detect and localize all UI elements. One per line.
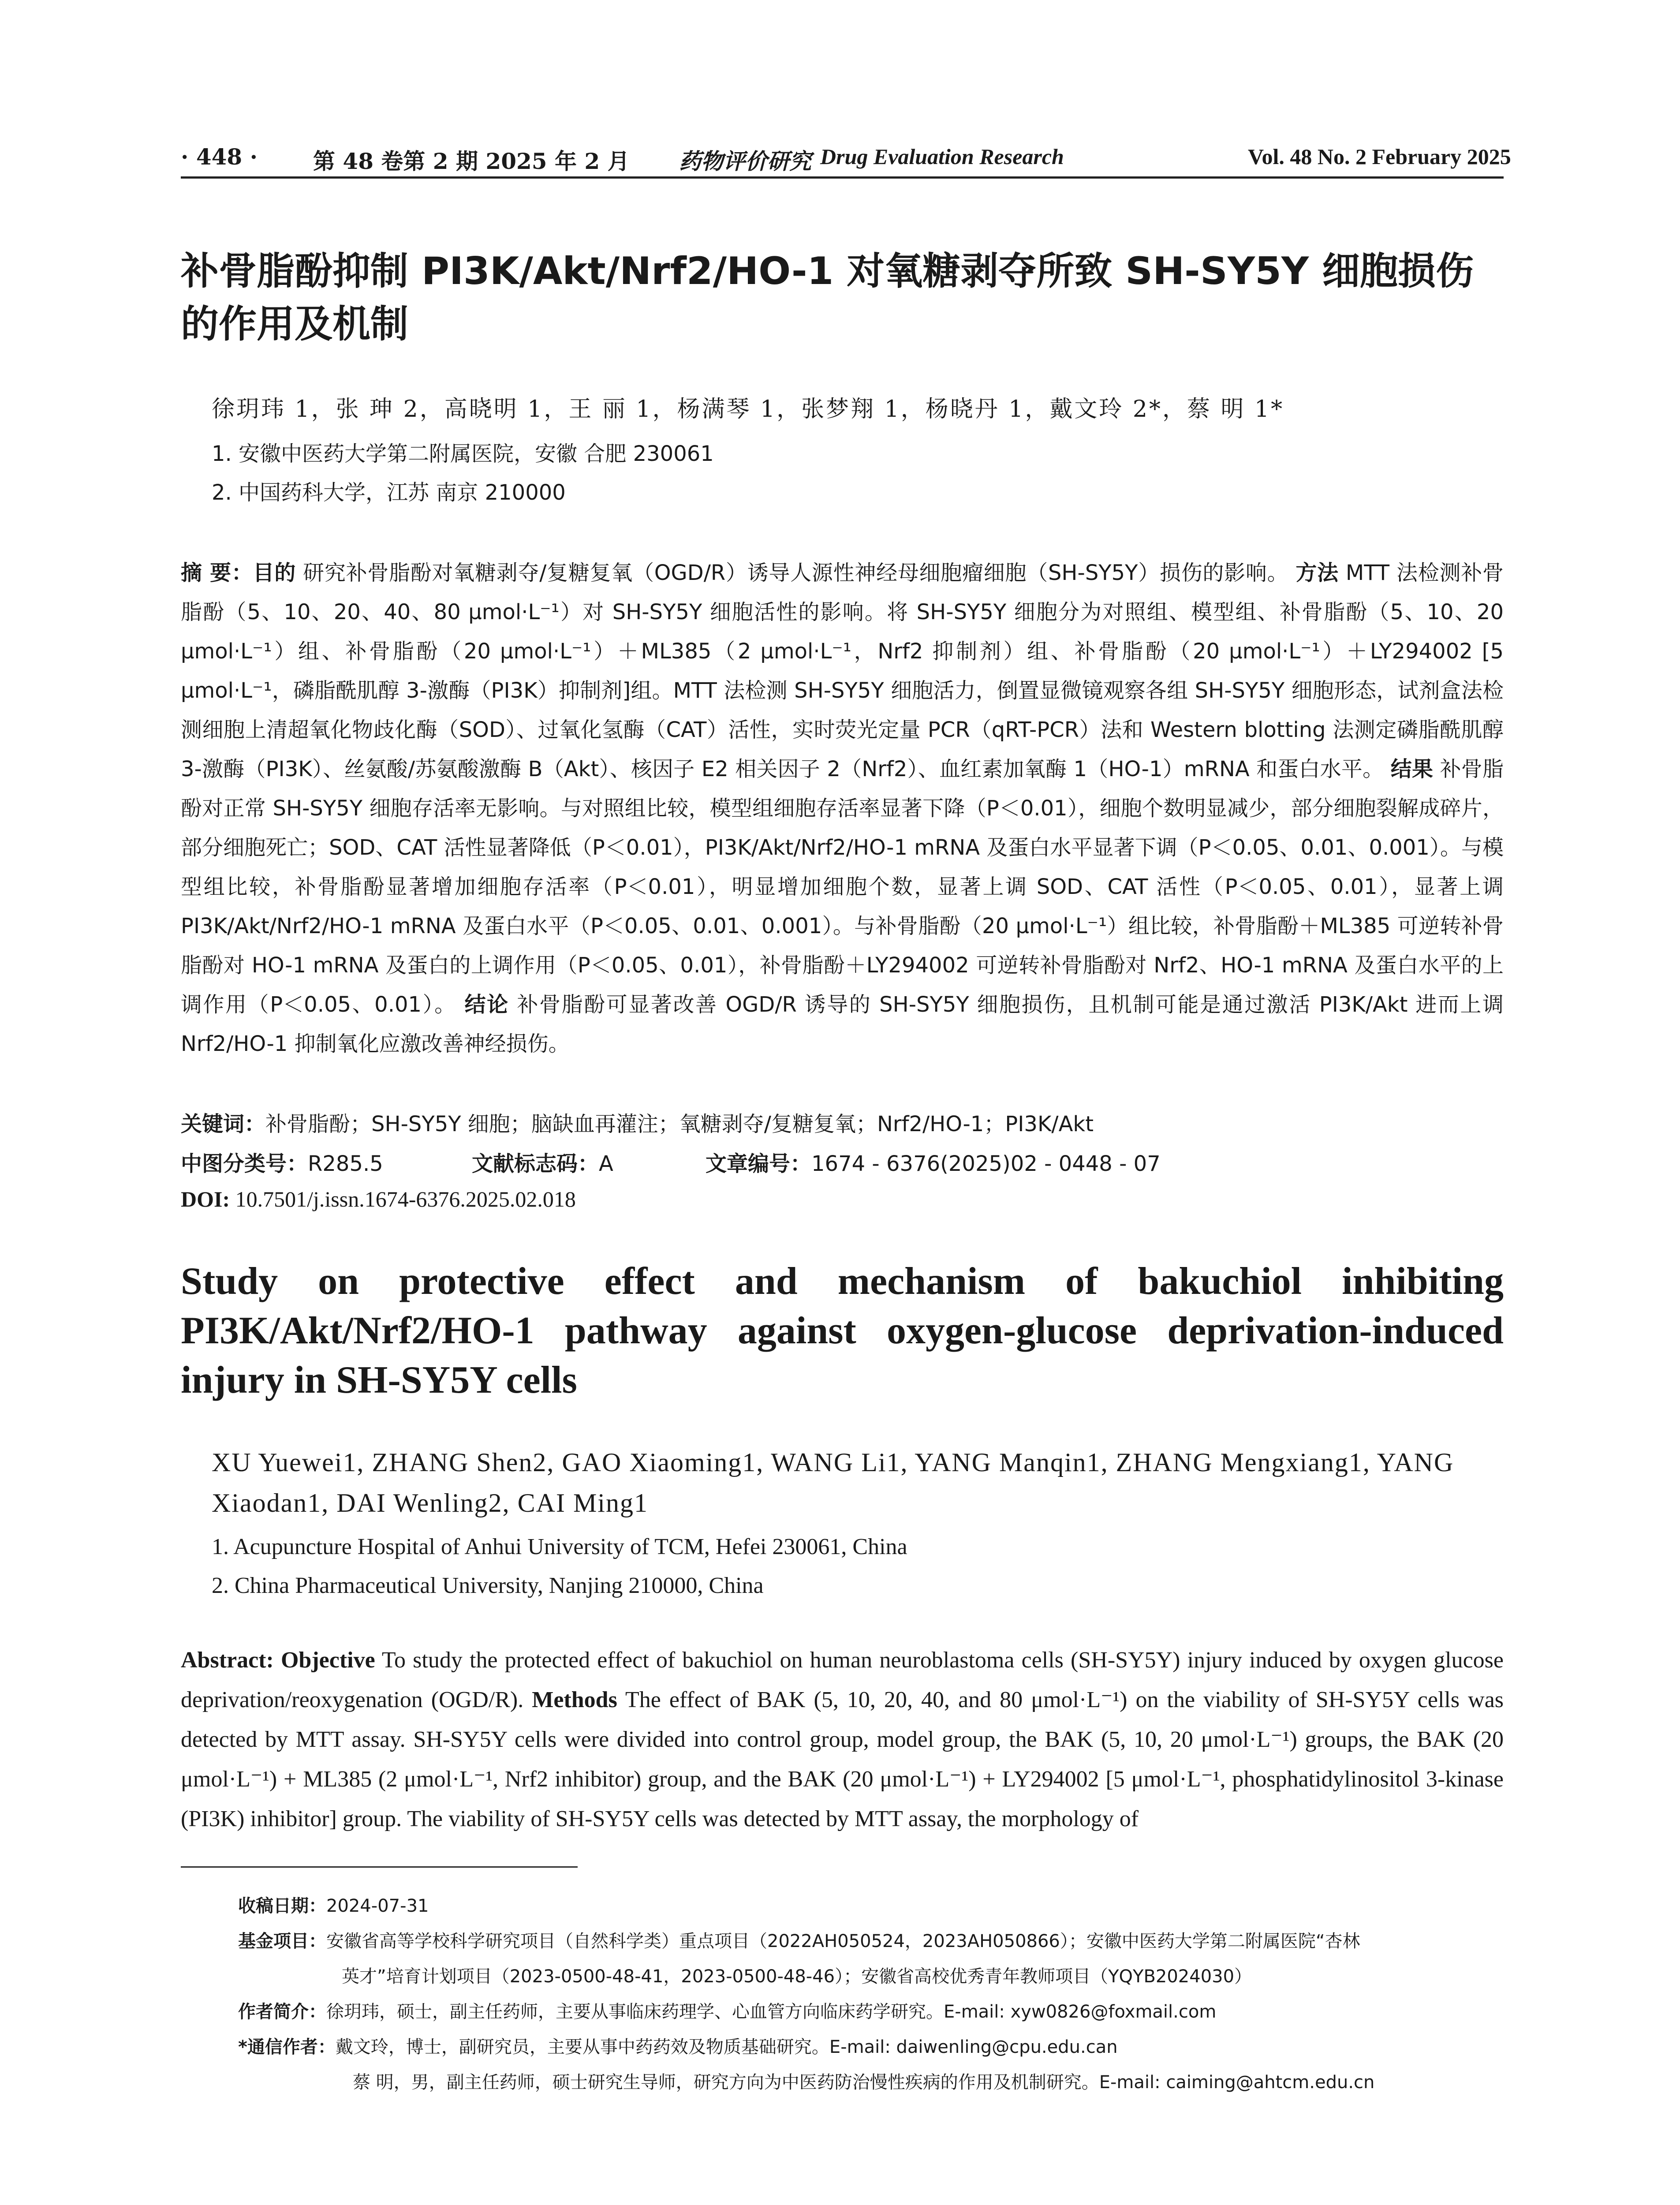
article-no-value: 1674 - 6376(2025)02 - 0448 - 07 bbox=[811, 1151, 1161, 1176]
footnote-bio bbox=[238, 1998, 1216, 2023]
affiliation-cn-1: 1. 安徽中医药大学第二附属医院，安徽 合肥 230061 bbox=[212, 441, 714, 466]
conclusion-label-cn: 结论 bbox=[464, 992, 509, 1017]
methods-en: The effect of BAK (5, 10, 20, 40, and 80 μmol·L⁻¹) on the viability of SH-SY5Y cells was detected by MTT assay. SH-SY5Y cells were divided into control group, model group, the BAK (5, 10, 20 μmol·L⁻¹) groups, the BAK (20 μmol·L⁻¹) + ML385 (2 μmol·L⁻¹, Nrf2 inhibitor) group, and the BAK (20 μmol·L⁻¹) + LY294002 [5 μmol·L⁻¹, phosphatidylinositol 3-kinase (PI3K) inhibitor] group. The viability of SH-SY5Y cells was detected by MTT assay, the morphology of bbox=[181, 1687, 1504, 1831]
issue-cn: 第 48 卷第 2 期 2025 年 2 月 bbox=[313, 148, 630, 174]
running-header bbox=[181, 142, 1511, 179]
footnote-corresponding bbox=[238, 2033, 1118, 2058]
issue-en: Vol. 48 No. 2 February 2025 bbox=[1248, 144, 1511, 169]
abstract-en-label: Abstract: bbox=[181, 1648, 274, 1673]
corr-label: *通信作者： bbox=[238, 2037, 336, 2057]
objective-en: To study the protected effect of bakuchiol on human neuroblastoma cells (SH-SY5Y) injury induced by oxygen glucose deprivation/reoxygenation (OGD/R). bbox=[181, 1648, 1504, 1712]
methods-label-cn: 方法 bbox=[1295, 561, 1339, 585]
doi bbox=[181, 1186, 576, 1212]
keywords-label: 关键词： bbox=[181, 1112, 266, 1136]
abstract-cn bbox=[181, 553, 1504, 1064]
affiliation-cn-2: 2. 中国药科大学，江苏 南京 210000 bbox=[212, 480, 566, 505]
corr-text-1: 戴文玲，博士，副研究员，主要从事中药药效及物质基础研究。E-mail: daiwenling@cpu.edu.can bbox=[335, 2037, 1118, 2057]
abstract-en bbox=[181, 1641, 1504, 1839]
objective-label-en: Objective bbox=[280, 1648, 375, 1673]
keywords bbox=[181, 1107, 1094, 1137]
bio-label: 作者简介： bbox=[238, 2002, 326, 2022]
objective-label-cn: 目的 bbox=[253, 561, 296, 585]
clc-value: R285.5 bbox=[308, 1151, 383, 1176]
title-en: Study on protective effect and mechanism of bakuchiol inhibiting PI3K/Akt/Nrf2/HO-1 pathway against oxygen-glucose deprivation-induced injury in SH-SY5Y cells bbox=[181, 1260, 1504, 1401]
journal-logo-cn: 药物评价研究 bbox=[679, 148, 811, 174]
abstract-cn-label: 摘 要： bbox=[181, 561, 253, 585]
footnote-corresponding-2: 蔡 明，男，副主任药师，硕士研究生导师，研究方向为中医药防治慢性疾病的作用及机制研究。E-mail: caiming@ahtcm.edu.cn bbox=[353, 2072, 1375, 2093]
fund-text: 安徽省高等学校科学研究项目（自然科学类）重点项目（2022AH050524，2023AH050866）；安徽中医药大学第二附属医院“杏林 bbox=[326, 1931, 1360, 1951]
objective-cn: 研究补骨脂酚对氧糖剥夺/复糖复氧（OGD/R）诱导人源性神经母细胞瘤细胞（SH-SY5Y）损伤的影响。 bbox=[303, 561, 1289, 585]
footnote-fund bbox=[238, 1927, 1360, 1952]
results-label-cn: 结果 bbox=[1390, 757, 1434, 781]
methods-label-en: Methods bbox=[532, 1687, 617, 1712]
received-label: 收稿日期： bbox=[238, 1896, 326, 1916]
footnote-received bbox=[238, 1892, 429, 1917]
doi-value[interactable]: 10.7501/j.issn.1674-6376.2025.02.018 bbox=[235, 1187, 576, 1211]
bio-text: 徐玥玮，硕士，副主任药师，主要从事临床药理学、心血管方向临床药学研究。E-mail: xyw0826@foxmail.com bbox=[326, 2002, 1217, 2022]
title-cn: 补骨脂酚抑制 PI3K/Akt/Nrf2/HO-1 对氧糖剥夺所致 SH-SY5Y 细胞损伤的作用及机制 bbox=[181, 249, 1474, 346]
conclusion-cn: 补骨脂酚可显著改善 OGD/R 诱导的 SH-SY5Y 细胞损伤，且机制可能是通过激活 PI3K/Akt 进而上调 Nrf2/HO-1 抑制氧化应激改善神经损伤。 bbox=[181, 992, 1504, 1056]
journal-name-en: Drug Evaluation Research bbox=[820, 144, 1064, 169]
results-cn: 补骨脂酚对正常 SH-SY5Y 细胞存活率无影响。与对照组比较，模型组细胞存活率显著下降（P＜0.01），细胞个数明显减少，部分细胞裂解成碎片，部分细胞死亡；SOD、CAT 活性显著降低（P＜0.01），PI3K/Akt/Nrf2/HO-1 mRNA 及蛋白水平显著下调（P＜0.05、0.01、0.001）。与模型组比较，补骨脂酚显著增加细胞存活率（P＜0.01），明显增加细胞个数，显著上调 SOD、CAT 活性（P＜0.05、0.01），显著上调 PI3K/Akt/Nrf2/HO-1 mRNA 及蛋白水平（P＜0.05、0.01、0.001）。与补骨脂酚（20 μmol·L⁻¹）组比较，补骨脂酚＋ML385 可逆转补骨脂酚对 HO-1 mRNA 及蛋白的上调作用（P＜0.05、0.01），补骨脂酚＋LY294002 可逆转补骨脂酚对 Nrf2、HO-1 mRNA 及蛋白水平的上调作用（P＜0.05、0.01）。 bbox=[181, 757, 1504, 1017]
authors-cn: 徐玥玮 1，张 珅 2，高晓明 1，王 丽 1，杨满琴 1，张梦翔 1，杨晓丹 1，戴文玲 2*，蔡 明 1* bbox=[212, 396, 1284, 422]
doi-label: DOI: bbox=[181, 1187, 230, 1211]
received-date: 2024-07-31 bbox=[326, 1896, 429, 1916]
keywords-text: 补骨脂酚；SH-SY5Y 细胞；脑缺血再灌注；氧糖剥夺/复糖复氧；Nrf2/HO-1；PI3K/Akt bbox=[265, 1112, 1094, 1136]
page-number: · 448 · bbox=[181, 144, 258, 170]
methods-cn: MTT 法检测补骨脂酚（5、10、20、40、80 μmol·L⁻¹）对 SH-SY5Y 细胞活性的影响。将 SH-SY5Y 细胞分为对照组、模型组、补骨脂酚（5、10、20 μmol·L⁻¹）组、补骨脂酚（20 μmol·L⁻¹）＋ML385（2 μmol·L⁻¹，Nrf2 抑制剂）组、补骨脂酚（20 μmol·L⁻¹）＋LY294002 [5 μmol·L⁻¹，磷脂酰肌醇 3-激酶（PI3K）抑制剂]组。MTT 法检测 SH-SY5Y 细胞活力，倒置显微镜观察各组 SH-SY5Y 细胞形态，试剂盒法检测细胞上清超氧化物歧化酶（SOD）、过氧化氢酶（CAT）活性，实时荧光定量 PCR（qRT-PCR）法和 Western blotting 法测定磷脂酰肌醇 3-激酶（PI3K）、丝氨酸/苏氨酸激酶 B（Akt）、核因子 E2 相关因子 2（Nrf2）、血红素加氧酶 1（HO-1）mRNA 和蛋白水平。 bbox=[181, 561, 1504, 781]
footnote-fund-cont: 英才”培育计划项目（2023-0500-48-41，2023-0500-48-46）；安徽省高校优秀青年教师项目（YQYB2024030） bbox=[342, 1966, 1252, 1987]
clc-label: 中图分类号： bbox=[181, 1151, 308, 1176]
classification bbox=[181, 1147, 1161, 1177]
affiliation-en-1: 1. Acupuncture Hospital of Anhui University of TCM, Hefei 230061, China bbox=[212, 1534, 907, 1559]
authors-en: XU Yuewei1, ZHANG Shen2, GAO Xiaoming1, WANG Li1, YANG Manqin1, ZHANG Mengxiang1, YANG Xiaodan1, DAI Wenling2, CAI Ming1 bbox=[212, 1448, 1454, 1517]
footnote-divider bbox=[181, 1866, 578, 1868]
doc-code-value: A bbox=[599, 1151, 613, 1176]
doc-code-label: 文献标志码： bbox=[472, 1151, 599, 1176]
fund-label: 基金项目： bbox=[238, 1931, 326, 1951]
affiliation-en-2: 2. China Pharmaceutical University, Nanjing 210000, China bbox=[212, 1573, 764, 1598]
article-no-label: 文章编号： bbox=[706, 1151, 812, 1176]
